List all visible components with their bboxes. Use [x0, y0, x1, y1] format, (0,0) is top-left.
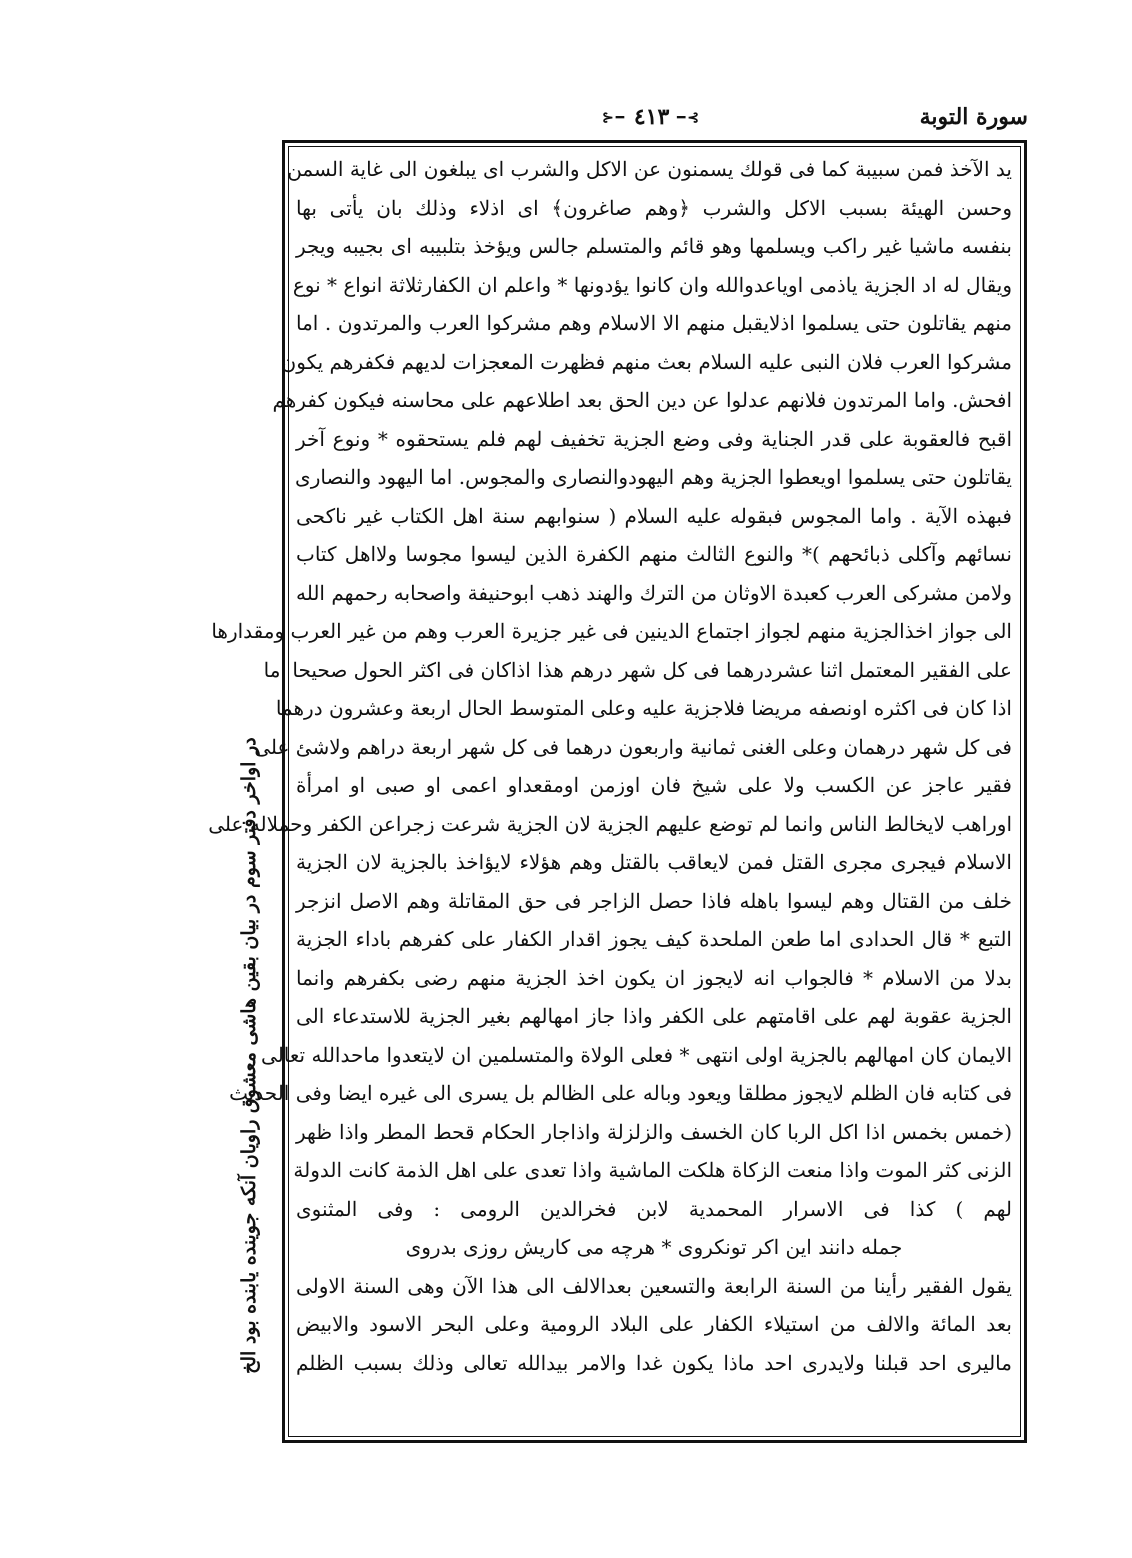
left-ornament: ⊱━ — [602, 110, 627, 126]
margin-note: در اواخر دفتر سوم در بيان بقين هاشى معشوق راويان آنكه جوينده يابنده بود الخ — [238, 737, 260, 1375]
text-line: يقاتلون حتى يسلموا اويعطوا الجزية وهم اليهودوالنصارى والمجوس. اما اليهود والنصارى — [295, 465, 1012, 489]
text-line: اوراهب لايخالط الناس وانما لم توضع عليهم الجزية لان الجزية شرعت زجراعن الكفر وحملاله على — [208, 811, 1012, 836]
text-line: اذا كان فى اكثره اونصفه مريضا فلاجزية عليه وعلى المتوسط الحال اربعة وعشرون درهما — [275, 696, 1012, 720]
text-line: نسائهم وآكلى ذبائحهم )* والنوع الثالث منهم الكفرة الذين ليسوا مجوسا ولااهل كتاب — [296, 542, 1012, 566]
text-line: فى كل شهر درهمان وعلى الغنى ثمانية واربعون درهما فى كل شهر اربعة دراهم ولاشئ على — [254, 734, 1012, 759]
text-line: فى كتابه فان الظلم لايجوز مطلقا ويعود وباله على الظالم بل يسرى الى غيره ايضا وفى الحديث — [229, 1081, 1012, 1105]
text-line: بدلا من الاسلام * فالجواب انه لايجوز ان يكون اخذ الجزية منهم رضى بكفرهم وانما — [296, 965, 1012, 990]
text-line: التبع * قال الحدادى اما طعن الملحدة كيف يجوز اقدار الكفار على كفرهم باداء الجزية — [296, 927, 1012, 951]
text-line: الزنى كثر الموت واذا منعت الزكاة هلكت الماشية واذا تعدى على اهل الذمة كانت الدولة — [293, 1158, 1012, 1182]
text-line: لهم ) كذا فى الاسرار المحمدية لابن فخرالدين الرومى : وفى المثنوى — [296, 1196, 1012, 1221]
text-line: وحسن الهيئة بسبب الاكل والشرب ﴿وهم صاغرون﴾ اى اذلاء وذلك بان يأتى بها — [296, 195, 1012, 220]
text-line: الاسلام فيجرى مجرى القتل فمن لايعاقب بالقتل وهم هؤلاء لايؤاخذ بالجزية لان الجزية — [296, 850, 1012, 874]
text-line: على الفقير المعتمل اثنا عشردرهما فى كل شهر درهم هذا اذاكان فى اكثر الحول صحيحا اما — [263, 657, 1012, 682]
text-line: افحش. واما المرتدون فلانهم عدلوا عن دين الحق بعد اطلاعهم على محاسنه فيكون كفرهم — [272, 388, 1012, 412]
right-ornament: ━⊰ — [676, 110, 702, 126]
text-line: بعد المائة والالف من استيلاء الكفار على البلاد الرومية وعلى البحر الاسود والابيض — [296, 1312, 1012, 1336]
text-line: خلف من القتال وهم ليسوا باهله فاذا حصل الزاجر فى حق المقاتلة وهم الاصل انزجر — [296, 888, 1012, 913]
text-line: فبهذه الآية . واما المجوس فبقوله عليه السلام ( سنوابهم سنة اهل الكتاب غير ناكحى — [296, 503, 1012, 528]
text-line: منهم يقاتلون حتى يسلموا اذلايقبل منهم الا الاسلام وهم مشركوا العرب والمرتدون . اما — [296, 311, 1012, 335]
text-line: (خمس بخمس اذا اكل الربا كان الخسف والزلزلة واذاجار الحكام قحط المطر واذا ظهر — [296, 1119, 1012, 1144]
text-line: بنفسه ماشيا غير راكب ويسلمها وهو قائم والمتسلم جالس ويؤخذ بتلبيبه اى بجيبه ويجر — [296, 234, 1012, 258]
page-number: ٤١٣ — [633, 104, 670, 130]
poem-line: جمله دانند اين اكر تونكروى * هرچه مى كاريش روزى بدروى — [405, 1235, 903, 1259]
text-line: يقول الفقير رأينا من السنة الرابعة والتسعين بعدالالف الى هذا الآن وهى السنة الاولى — [296, 1273, 1012, 1298]
text-line: اقبح فالعقوبة على قدر الجناية وفى وضع الجزية تخفيف لهم فلم يستحقوه * ونوع آخر — [296, 426, 1012, 451]
text-line: يد الآخذ فمن سبيبة كما فى قولك يسمنون عن الاكل والشرب اى يبلغون الى غاية السمن — [287, 157, 1012, 181]
page-number-group — [602, 104, 701, 130]
text-line: ولامن مشركى العرب كعبدة الاوثان من الترك والهند ذهب ابوحنيفة واصحابه رحمهم الله — [295, 580, 1012, 605]
text-line: مشركوا العرب فلان النبى عليه السلام بعث منهم فظهرت المعجزات لديهم فكفرهم يكون — [281, 349, 1012, 374]
surah-title: سورة التوبة — [919, 104, 1028, 130]
text-line: الجزية عقوبة لهم على اقامتهم على الكفر واذا جاز امهالهم بغير الجزية للاستدعاء الى — [296, 1004, 1012, 1028]
page-header — [282, 104, 1028, 138]
text-line: الايمان كان امهالهم بالجزية اولى انتهى * فعلى الولاة والمتسلمين ان لايتعدوا ماحدالله تعالى — [261, 1042, 1012, 1067]
text-line: الى جواز اخذالجزية منهم لجواز اجتماع الدينين فى غير جزيرة العرب وهم من غير العرب ومقدارها — [211, 619, 1012, 643]
text-line: ماليرى احد قبلنا ولايدرى احد ماذا يكون غدا والامر بيدالله تعالى وذلك بسبب الظلم — [296, 1350, 1012, 1375]
text-line: فقير عاجز عن الكسب ولا على شيخ فان اوزمن اومقعداو اعمى او صبى او امرأة — [296, 773, 1012, 797]
text-line: ويقال له اد الجزية ياذمى اوياعدوالله وان كانوا يؤدونها * واعلم ان الكفارثلاثة انواع * نوع — [292, 272, 1012, 297]
